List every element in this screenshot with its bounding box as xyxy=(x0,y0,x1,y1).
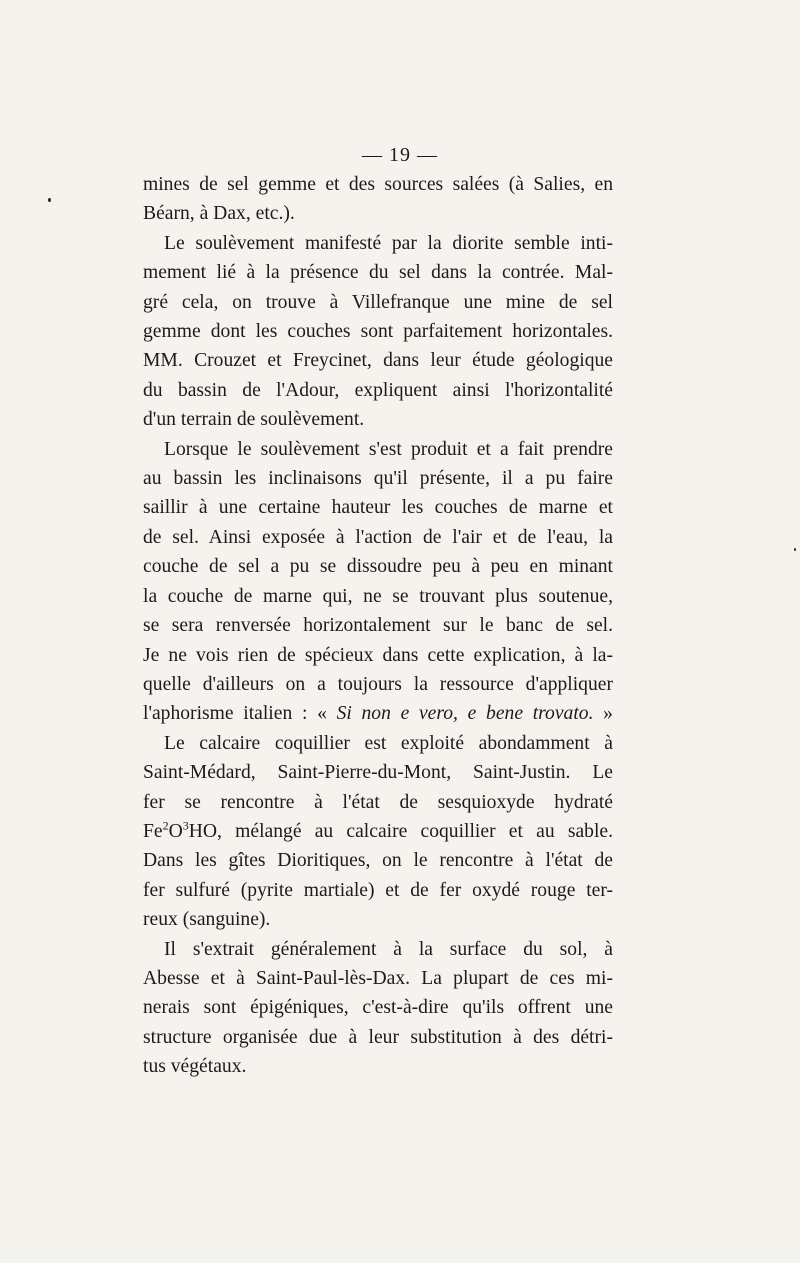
formula-prefix: Fe xyxy=(143,820,163,842)
formula-mid: O xyxy=(168,820,183,842)
text-line: structure organisée due à leur substitution à des détri- xyxy=(143,1026,613,1048)
aphorism-quote: Si non e vero, e bene trovato. xyxy=(336,703,594,725)
text-line: Le soulèvement manifesté par la diorite semble inti- xyxy=(164,232,613,254)
text-line: MM. Crouzet et Freycinet, dans leur étude géologique xyxy=(143,350,613,372)
ink-speck xyxy=(48,198,51,202)
formula-line xyxy=(143,817,613,846)
aphorism-prefix: l'aphorisme italien : « xyxy=(143,703,337,725)
text-line: tus végétaux. xyxy=(143,1056,247,1078)
paragraph-1 xyxy=(143,170,613,229)
formula-sup-1: 2 xyxy=(162,818,169,833)
text-line: la couche de marne qui, ne se trouvant plus soutenue, xyxy=(143,585,613,607)
text-line: Je ne vois rien de spécieux dans cette explication, à la- xyxy=(143,644,613,666)
text-line: Il s'extrait généralement à la surface du sol, à xyxy=(164,938,613,960)
page-number: — 19 — xyxy=(362,144,438,166)
formula-suffix: HO, mélangé au calcaire coquillier et au sable. xyxy=(188,820,613,842)
text-line: mines de sel gemme et des sources salées (à Salies, en xyxy=(143,174,613,195)
text-line: mement lié à la présence du sel dans la contrée. Mal- xyxy=(143,262,613,284)
body-text xyxy=(143,170,613,1082)
text-line: fer se rencontre à l'état de sesquioxyde hydraté xyxy=(143,791,613,813)
paragraph-4 xyxy=(143,729,613,935)
paragraph-2 xyxy=(143,229,613,435)
text-line: au bassin les inclinaisons qu'il présente, il a pu faire xyxy=(143,468,613,490)
text-line: se sera renversée horizontalement sur le banc de sel. xyxy=(143,615,613,637)
paragraph-5 xyxy=(143,935,613,1082)
text-line: gemme dont les couches sont parfaitement horizontales. xyxy=(143,321,613,343)
text-line: fer sulfuré (pyrite martiale) et de fer oxydé rouge ter- xyxy=(143,879,613,901)
aphorism-line xyxy=(143,699,613,728)
paragraph-3 xyxy=(143,435,613,729)
ink-speck xyxy=(794,548,796,551)
text-line: Le calcaire coquillier est exploité abondamment à xyxy=(164,732,613,754)
text-line: saillir à une certaine hauteur les couches de marne et xyxy=(143,497,613,519)
text-line: du bassin de l'Adour, expliquent ainsi l'horizontalité xyxy=(143,379,613,401)
formula-sup-2: 3 xyxy=(182,818,189,833)
text-line: Saint-Médard, Saint-Pierre-du-Mont, Saint-Justin. Le xyxy=(143,762,613,784)
text-line: Abesse et à Saint-Paul-lès-Dax. La plupart de ces mi- xyxy=(143,967,613,989)
text-line: nerais sont épigéniques, c'est-à-dire qu'ils offrent une xyxy=(143,997,613,1019)
text-line: couche de sel a pu se dissoudre peu à peu en minant xyxy=(143,556,613,578)
text-line: reux (sanguine). xyxy=(143,909,271,931)
text-line: d'un terrain de soulèvement. xyxy=(143,409,365,431)
text-line: de sel. Ainsi exposée à l'action de l'air et de l'eau, la xyxy=(143,526,613,548)
aphorism-suffix: » xyxy=(593,703,613,725)
text-line: quelle d'ailleurs on a toujours la ressource d'appliquer xyxy=(143,673,613,695)
text-line: Béarn, à Dax, etc.). xyxy=(143,203,295,225)
text-line: Lorsque le soulèvement s'est produit et a fait prendre xyxy=(164,438,613,460)
text-line: Dans les gîtes Dioritiques, on le rencontre à l'état de xyxy=(143,850,613,872)
text-line: gré cela, on trouve à Villefranque une mine de sel xyxy=(143,291,613,313)
